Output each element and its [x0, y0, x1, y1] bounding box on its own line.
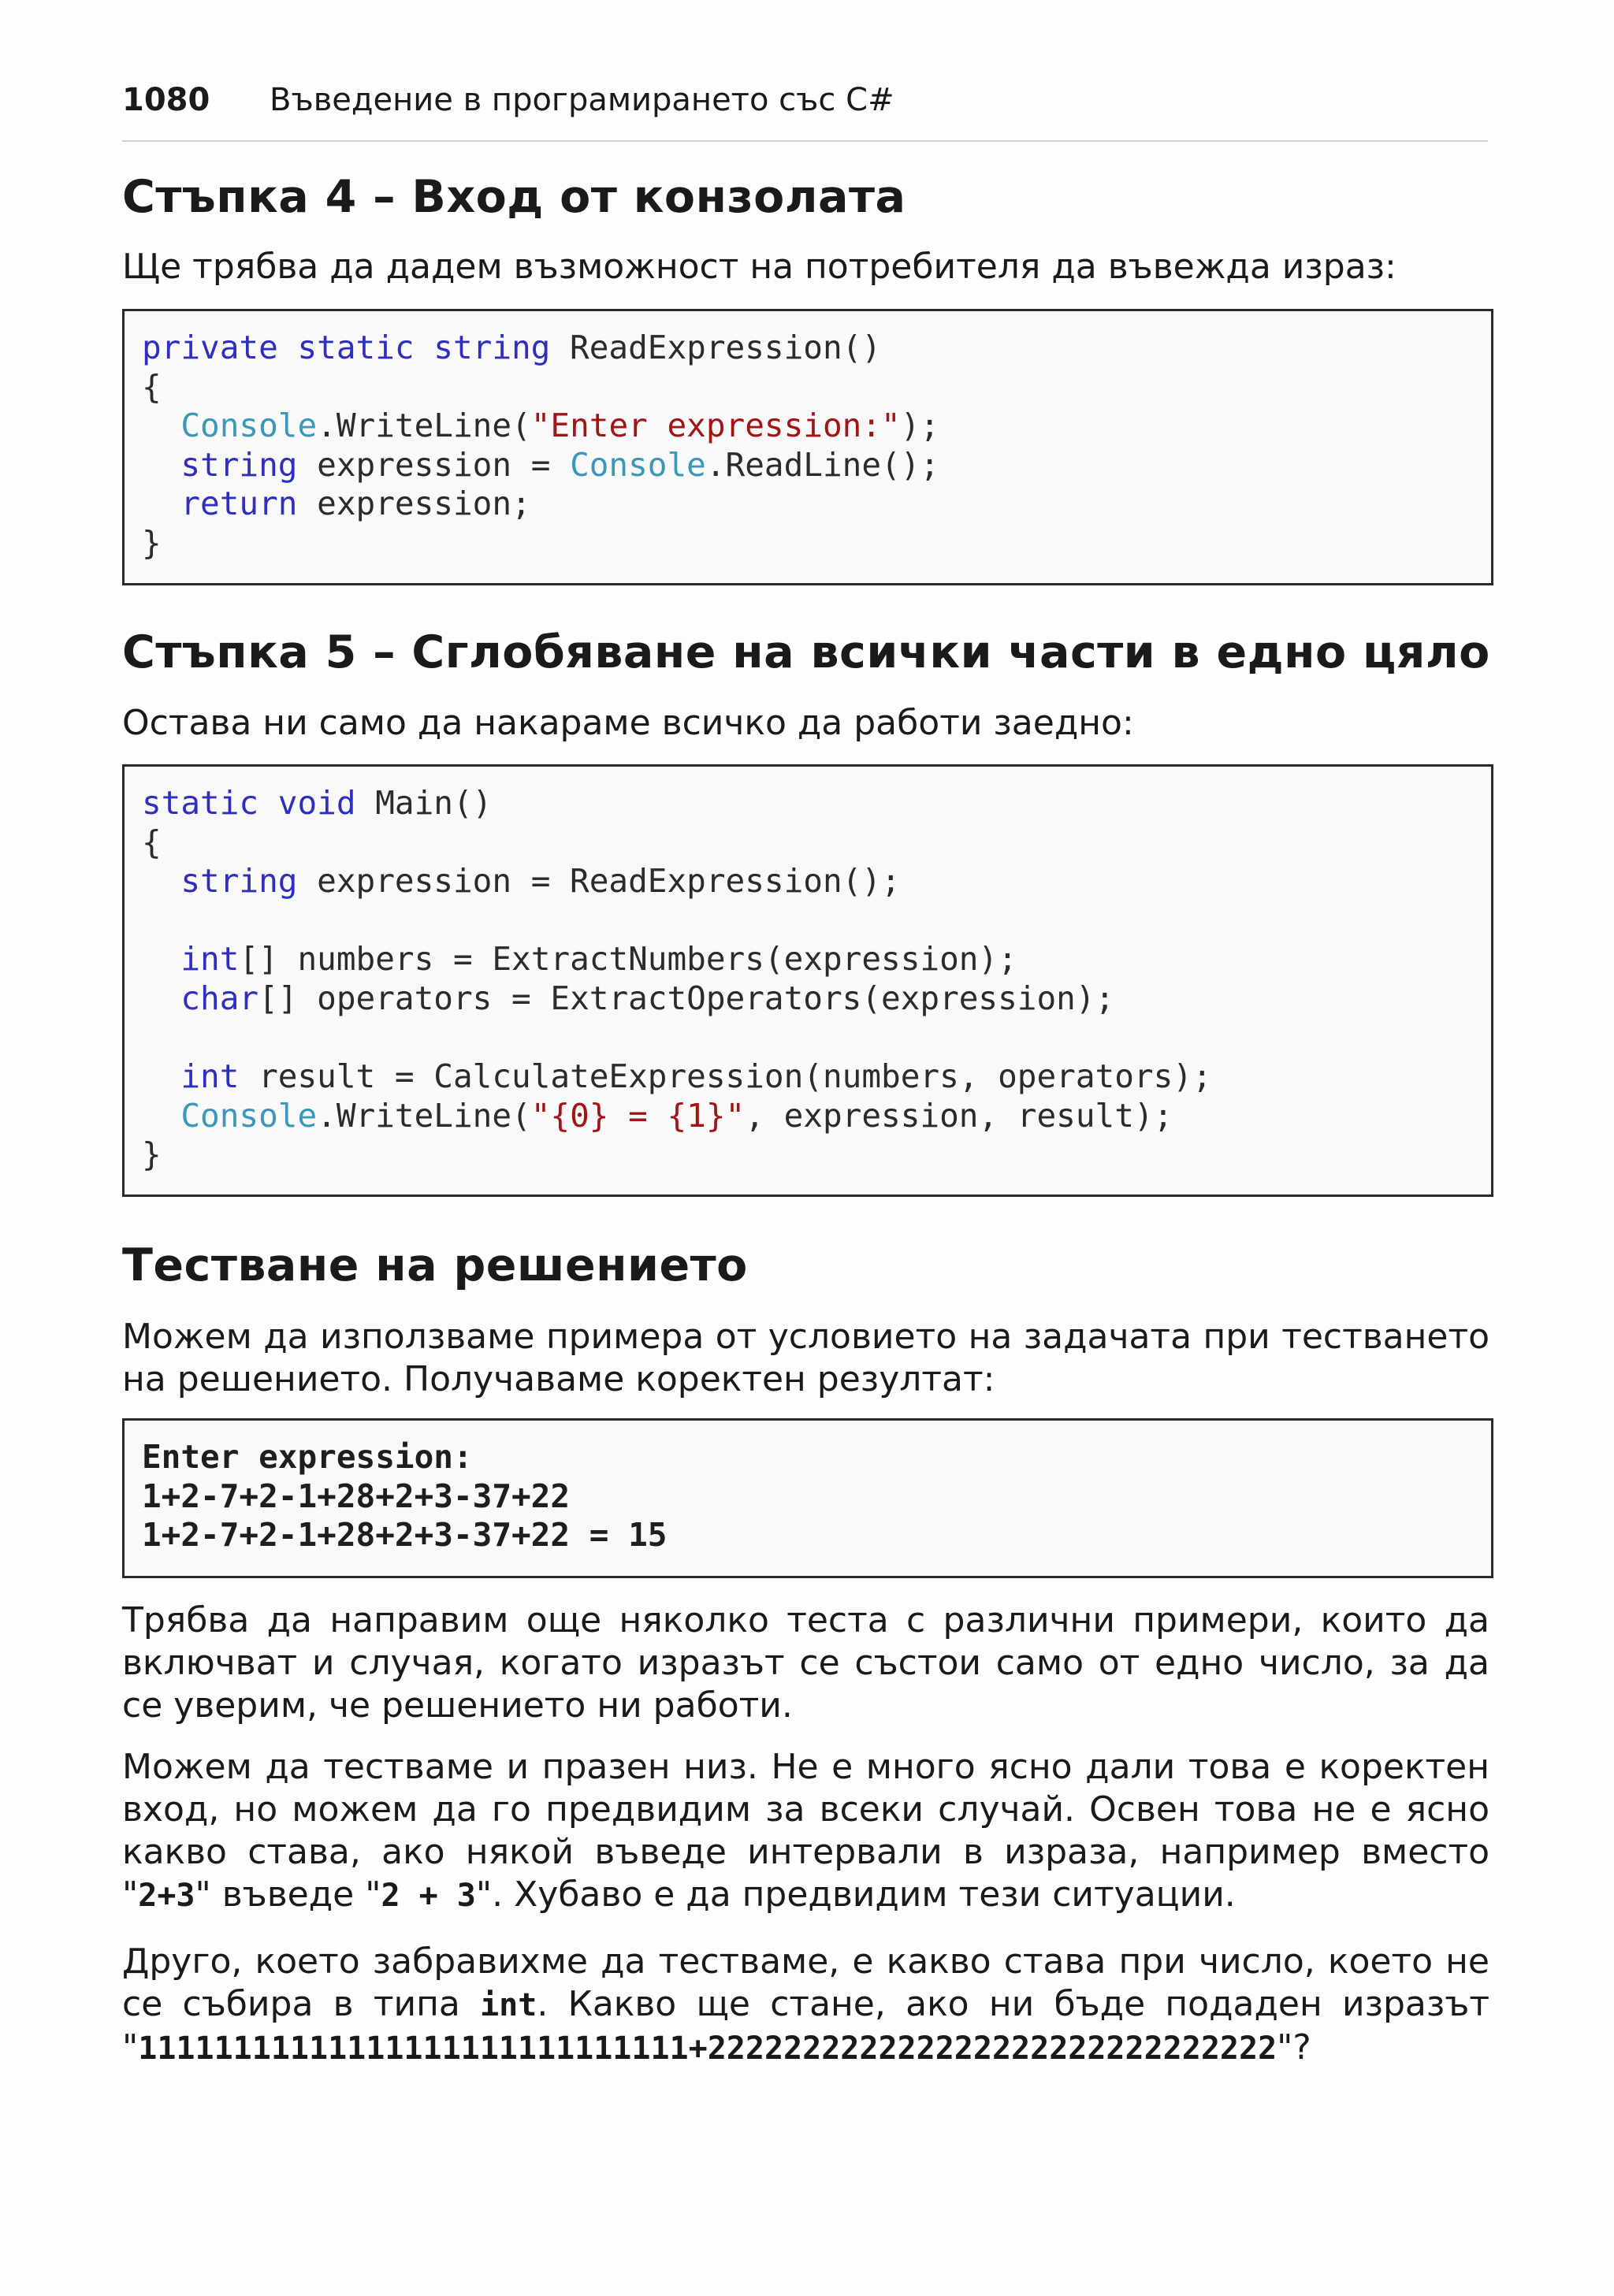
code-line	[142, 862, 1491, 901]
code-keyword: char	[180, 979, 259, 1017]
code-type: Console	[570, 445, 706, 484]
code-line	[142, 407, 1491, 446]
code-line	[142, 823, 1491, 863]
code-text: {	[142, 823, 162, 861]
code-text: [] numbers = ExtractNumbers(expression);	[239, 940, 1017, 979]
inline-code: 2+3	[138, 1878, 195, 1914]
code-keyword: static void	[142, 784, 356, 822]
inline-code: 11111111111111111111111111111+222222222222222222222222222222	[138, 2030, 1277, 2067]
paragraph-int-overflow	[122, 1941, 1489, 2070]
text-run: Друго, което забравихме да тестваме, е какво става при число, което не се събира в типа	[122, 1941, 1489, 2024]
output-line: 1+2-7+2-1+28+2+3-37+22	[142, 1477, 571, 1515]
inline-code: int	[480, 1987, 537, 2023]
code-text: }	[142, 1135, 162, 1174]
heading-testing: Тестване на решението	[122, 1239, 748, 1291]
output-line: 1+2-7+2-1+28+2+3-37+22 = 15	[142, 1516, 668, 1555]
code-text: [] operators = ExtractOperators(expression);	[258, 979, 1115, 1017]
code-block-read-expression	[122, 309, 1493, 585]
step-4-intro: Ще трябва да дадем възможност на потребителя да въвежда израз:	[122, 247, 1396, 287]
code-text: , expression, result);	[745, 1096, 1173, 1135]
code-line-blank	[142, 1019, 1491, 1058]
code-keyword: string	[180, 862, 298, 901]
code-line	[142, 784, 1491, 823]
text-run: Можем да тестваме и празен низ. Не е много ясно дали това е коректен вход, но можем да го предвидим за всеки случай. Освен това не е ясно какво става, ако някой въведе интервали в израза, например вместо "	[122, 1747, 1489, 1915]
code-line	[142, 1057, 1491, 1097]
code-text: Main()	[355, 784, 493, 822]
step-5-intro: Остава ни само да накараме всичко да работи заедно:	[122, 703, 1134, 743]
code-text: .WriteLine(	[317, 1096, 531, 1135]
running-header	[122, 82, 1488, 142]
code-line	[142, 979, 1491, 1019]
code-type: Console	[180, 407, 318, 445]
paragraph-empty-string	[122, 1746, 1489, 1917]
code-type: Console	[180, 1096, 318, 1135]
code-line-blank	[142, 901, 1491, 941]
code-text: expression =	[297, 445, 571, 484]
code-line	[142, 940, 1491, 979]
code-keyword: int	[180, 940, 240, 979]
code-text: result = CalculateExpression(numbers, operators);	[239, 1057, 1212, 1096]
code-keyword: private static string	[142, 329, 551, 366]
code-text: .WriteLine(	[317, 407, 531, 445]
console-output-block	[122, 1418, 1493, 1578]
text-run: ". Хубаво е да предвидим тези ситуации.	[475, 1874, 1236, 1915]
text-run: " въведе "	[195, 1874, 381, 1915]
code-line	[142, 1097, 1491, 1136]
paragraph-more-tests: Трябва да направим още няколко теста с различни примери, които да включват и случая, когато изразът се състои само от едно число, за да се уверим, че решението ни работи.	[122, 1600, 1489, 1726]
code-line	[142, 329, 1491, 368]
code-text: }	[142, 523, 162, 562]
inline-code: 2 + 3	[381, 1878, 476, 1914]
book-title: Въведение в програмирането със C#	[270, 82, 894, 118]
code-text: {	[142, 367, 162, 406]
text-run: "?	[1277, 2027, 1311, 2068]
code-line	[142, 485, 1491, 524]
code-line	[142, 1135, 1491, 1175]
code-line	[142, 446, 1491, 485]
testing-intro: Можем да използваме примера от условието на задачата при тестването на решението. Получаваме коректен резултат:	[122, 1317, 1489, 1399]
code-keyword: return	[180, 485, 298, 523]
code-string: "Enter expression:"	[530, 407, 901, 445]
code-text: expression;	[297, 485, 531, 523]
code-text: ReadExpression()	[550, 329, 882, 366]
output-line: Enter expression:	[142, 1438, 473, 1476]
text-run: . Какво ще стане, ако ни бъде подаден изразът "	[122, 1984, 1490, 2068]
code-line	[142, 524, 1491, 563]
code-line	[142, 368, 1491, 407]
heading-step-5: Стъпка 5 – Сглобяване на всички части в едно цяло	[122, 626, 1490, 678]
code-keyword: string	[180, 445, 298, 484]
code-text: );	[900, 407, 940, 445]
code-text: expression = ReadExpression();	[297, 862, 901, 901]
heading-step-4: Стъпка 4 – Вход от конзолата	[122, 171, 906, 223]
code-keyword: int	[180, 1057, 240, 1096]
code-text: .ReadLine();	[705, 445, 940, 484]
code-string: "{0} = {1}"	[530, 1096, 746, 1135]
page-number: 1080	[122, 82, 210, 118]
code-block-main	[122, 764, 1493, 1197]
